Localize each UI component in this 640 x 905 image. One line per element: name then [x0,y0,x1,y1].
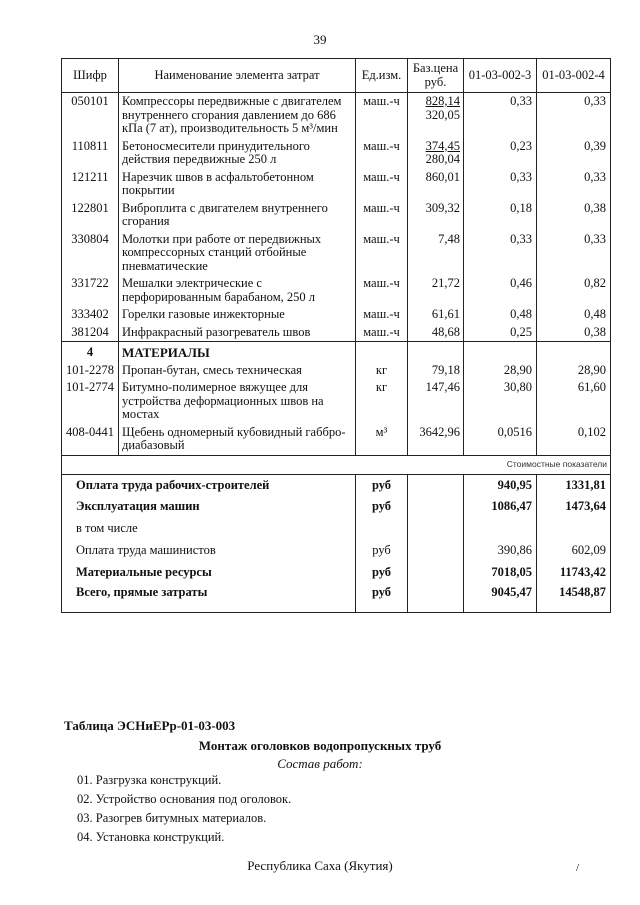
row-value-a: 0,46 [464,275,537,306]
row-value-a: 30,80 [464,379,537,424]
row-price: 3642,96 [408,424,464,456]
list-item: 02. Устройство основания под оголовок. [77,792,292,806]
table-row [62,275,611,306]
row-price-main: 309,32 [425,200,460,215]
cost-unit: руб [356,584,408,612]
table-row [62,200,611,231]
row-value-b: 0,102 [537,424,611,456]
row-value-b: 28,90 [537,362,611,380]
cost-value-a: 940,95 [464,474,537,496]
cost-indicators-label: Стоимостные показатели [62,455,611,474]
cost-value-a: 7018,05 [464,562,537,584]
row-price: 79,18 [408,362,464,380]
table-row [62,324,611,342]
materials-section [62,342,611,362]
section-title: МАТЕРИАЛЫ [119,342,356,362]
row-price-main: 374,45 [425,138,460,153]
row-name: Виброплита с двигателем внутреннего сгорания [119,200,356,231]
table-row [62,424,611,456]
section-code: 4 [62,342,119,362]
row-unit: маш.-ч [356,138,408,169]
cost-price-empty [408,518,464,540]
row-price [408,93,464,138]
cost-label: Оплата труда рабочих-строителей [62,474,356,496]
list-item: 01. Разгрузка конструкций. [77,773,222,787]
row-value-b: 0,33 [537,231,611,276]
row-code: 121211 [62,169,119,200]
row-name: Пропан-бутан, смесь техническая [119,362,356,380]
cost-value-a: 9045,47 [464,584,537,612]
cost-price-empty [408,496,464,518]
list-item: 04. Установка конструкций. [77,830,225,844]
row-unit: маш.-ч [356,93,408,138]
works-list [77,771,291,847]
table-row [62,379,611,424]
table-row [62,306,611,324]
row-name: Горелки газовые инжекторные [119,306,356,324]
footer-region: Республика Саха (Якутия) [247,858,393,873]
cost-label: в том числе [62,518,356,540]
row-value-a: 28,90 [464,362,537,380]
machine-rows [62,93,611,342]
row-value-b: 0,38 [537,200,611,231]
row-price [408,200,464,231]
header-price: Баз.цена руб. [408,59,464,93]
row-unit: маш.-ч [356,275,408,306]
row-price-labor: 320,05 [425,107,460,122]
row-value-a: 0,48 [464,306,537,324]
row-code: 050101 [62,93,119,138]
row-price [408,231,464,276]
cost-section [62,455,611,474]
table-header-row [62,59,611,93]
cost-row [62,474,611,496]
row-price-main: 7,48 [438,231,460,246]
page-number: 39 [313,32,327,47]
cost-row [62,496,611,518]
list-item: 03. Разогрев битумных материалов. [77,811,267,825]
row-name: Щебень одномерный кубовидный габбро-диабазовый [119,424,356,456]
row-value-b: 61,60 [537,379,611,424]
row-unit: маш.-ч [356,306,408,324]
cost-unit: руб [356,540,408,562]
works-title: Состав работ: [277,756,363,771]
row-name: Нарезчик швов в асфальтобетонном покрытии [119,169,356,200]
row-price-labor: 280,04 [425,152,460,166]
cost-row [62,518,611,540]
cost-value-b: 602,09 [537,540,611,562]
table-row [62,138,611,169]
norms-table [61,58,611,613]
row-value-a: 0,18 [464,200,537,231]
row-code: 408-0441 [62,424,119,456]
cost-unit [356,518,408,540]
row-unit: кг [356,379,408,424]
row-unit: маш.-ч [356,231,408,276]
table-subtitle: Монтаж оголовков водопропускных труб [198,738,442,753]
table-row [62,231,611,276]
cost-row [62,584,611,612]
row-unit: маш.-ч [356,200,408,231]
row-price [408,324,464,342]
row-code: 333402 [62,306,119,324]
cost-label: Всего, прямые затраты [62,584,356,612]
row-price-main: 21,72 [431,276,460,290]
header-col-a: 01-03-002-3 [464,59,537,93]
row-value-a: 0,0516 [464,424,537,456]
row-value-a: 0,33 [464,93,537,138]
row-name: Молотки при работе от передвижных компрессорных станций отбойные пневматические [119,231,356,276]
row-code: 122801 [62,200,119,231]
cost-row [62,540,611,562]
cost-label: Эксплуатация машин [62,496,356,518]
cost-value-b: 14548,87 [537,584,611,612]
row-value-b: 0,33 [537,169,611,200]
table-title: Таблица ЭСНиЕРр-01-03-003 [64,718,236,733]
cost-unit: руб [356,474,408,496]
cost-unit: руб [356,562,408,584]
cost-price-empty [408,474,464,496]
cost-price-empty [408,540,464,562]
cost-header-row [62,455,611,474]
row-price-main: 828,14 [425,94,460,108]
header-col-b: 01-03-002-4 [537,59,611,93]
row-price [408,306,464,324]
row-code: 110811 [62,138,119,169]
table-row [62,169,611,200]
cost-value-a: 1086,47 [464,496,537,518]
cost-value-b: 1473,64 [537,496,611,518]
row-name: Мешалки электрические с перфорированным барабаном, 250 л [119,275,356,306]
cost-price-empty [408,562,464,584]
footer-mark: / [576,862,580,874]
row-unit: маш.-ч [356,324,408,342]
table-row [62,362,611,380]
row-value-b: 0,33 [537,93,611,138]
table-row [62,93,611,138]
row-price-main: 61,61 [431,307,460,321]
row-value-a: 0,25 [464,324,537,342]
row-price [408,275,464,306]
row-value-a: 0,23 [464,138,537,169]
row-value-b: 0,39 [537,138,611,169]
row-price [408,169,464,200]
row-value-b: 0,82 [537,275,611,306]
row-name: Битумно-полимерное вяжущее для устройства деформационных швов на мостах [119,379,356,424]
row-value-b: 0,38 [537,324,611,342]
cost-price-empty [408,584,464,612]
cost-value-a [464,518,537,540]
row-price [408,138,464,169]
row-unit: маш.-ч [356,169,408,200]
row-name: Бетоносмесители принудительного действия передвижные 250 л [119,138,356,169]
row-unit: кг [356,362,408,380]
row-price-main: 48,68 [431,324,460,339]
header-unit: Ед.изм. [356,59,408,93]
cost-value-b: 1331,81 [537,474,611,496]
row-code: 331722 [62,275,119,306]
cost-value-b [537,518,611,540]
row-code: 330804 [62,231,119,276]
cost-value-b: 11743,42 [537,562,611,584]
row-unit: м³ [356,424,408,456]
row-value-a: 0,33 [464,231,537,276]
row-code: 101-2278 [62,362,119,380]
row-code: 381204 [62,324,119,342]
cost-unit: руб [356,496,408,518]
row-price: 147,46 [408,379,464,424]
header-code: Шифр [62,59,119,93]
row-value-a: 0,33 [464,169,537,200]
cost-label: Оплата труда машинистов [62,540,356,562]
section-row [62,342,611,362]
cost-rows [62,474,611,612]
cost-row [62,562,611,584]
material-rows [62,362,611,456]
header-name: Наименование элемента затрат [119,59,356,93]
row-name: Компрессоры передвижные с двигателем внутреннего сгорания давлением до 686 кПа (7 ат), производительность 5 м³/мин [119,93,356,138]
row-price-main: 860,01 [425,169,460,184]
row-name: Инфракрасный разогреватель швов [119,324,356,342]
cost-value-a: 390,86 [464,540,537,562]
row-code: 101-2774 [62,379,119,424]
row-value-b: 0,48 [537,306,611,324]
cost-label: Материальные ресурсы [62,562,356,584]
